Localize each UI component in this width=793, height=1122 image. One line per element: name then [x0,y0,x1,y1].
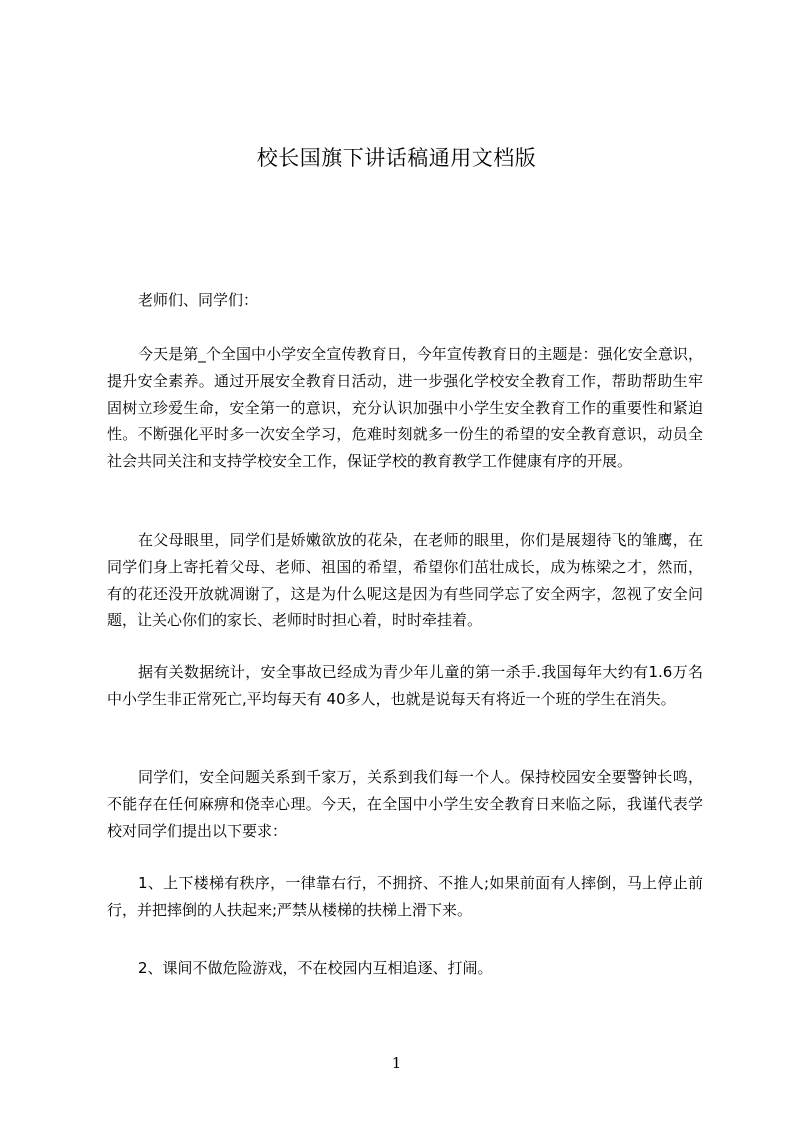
paragraph-2-text: 在父母眼里，同学们是娇嫩欲放的花朵，在老师的眼里，你们是展翅待飞的雏鹰，在同学们身上寄托着父母、老师、祖国的希望，希望你们茁壮成长，成为栋梁之才，然而，有的花还没开放就凋谢了，这是为什么呢这是因为有些同学忘了安全两字，忽视了安全问题，让关心你们的家长、老师时时担心着，时时牵挂着。 [107,531,703,630]
paragraph-3-text: 据有关数据统计，安全事故已经成为青少年儿童的第一杀手.我国每年大约有1.6万名中小学生非正常死亡,平均每天有 40多人，也就是说每天有将近一个班的学生在消失。 [107,663,703,708]
paragraph-1 [107,341,703,475]
greeting [107,287,703,314]
paragraph-5 [107,870,703,924]
paragraph-5-text: 1、上下楼梯有秩序，一律靠右行，不拥挤、不推人;如果前面有人摔倒，马上停止前行，并把摔倒的人扶起来;严禁从楼梯的扶梯上滑下来。 [107,874,703,919]
paragraph-1-text: 今天是第_个全国中小学安全宣传教育日，今年宣传教育日的主题是：强化安全意识，提升安全素养。通过开展安全教育日活动，进一步强化学校安全教育工作，帮助帮助生牢固树立珍爱生命，安全第一的意识，充分认识加强中小学生安全教育工作的重要性和紧迫性。不断强化平时多一次安全学习，危难时刻就多一份生的希望的安全教育意识，动员全社会共同关注和支持学校安全工作，保证学校的教育教学工作健康有序的开展。 [107,345,703,471]
greeting-text: 老师们、同学们： [138,291,259,309]
document-title: 校长国旗下讲话稿通用文档版 [256,146,537,170]
paragraph-2 [107,527,703,634]
paragraph-3 [107,659,703,713]
paragraph-6 [107,955,703,982]
paragraph-6-text: 2、课间不做危险游戏，不在校园内互相追逐、打闹。 [138,959,493,977]
paragraph-4 [107,764,703,844]
page-number: 1 [391,1054,402,1072]
paragraph-4-text: 同学们，安全问题关系到千家万，关系到我们每一个人。保持校园安全要警钟长鸣，不能存在任何麻痹和侥幸心理。今天，在全国中小学生安全教育日来临之际，我谨代表学校对同学们提出以下要求： [107,768,703,840]
